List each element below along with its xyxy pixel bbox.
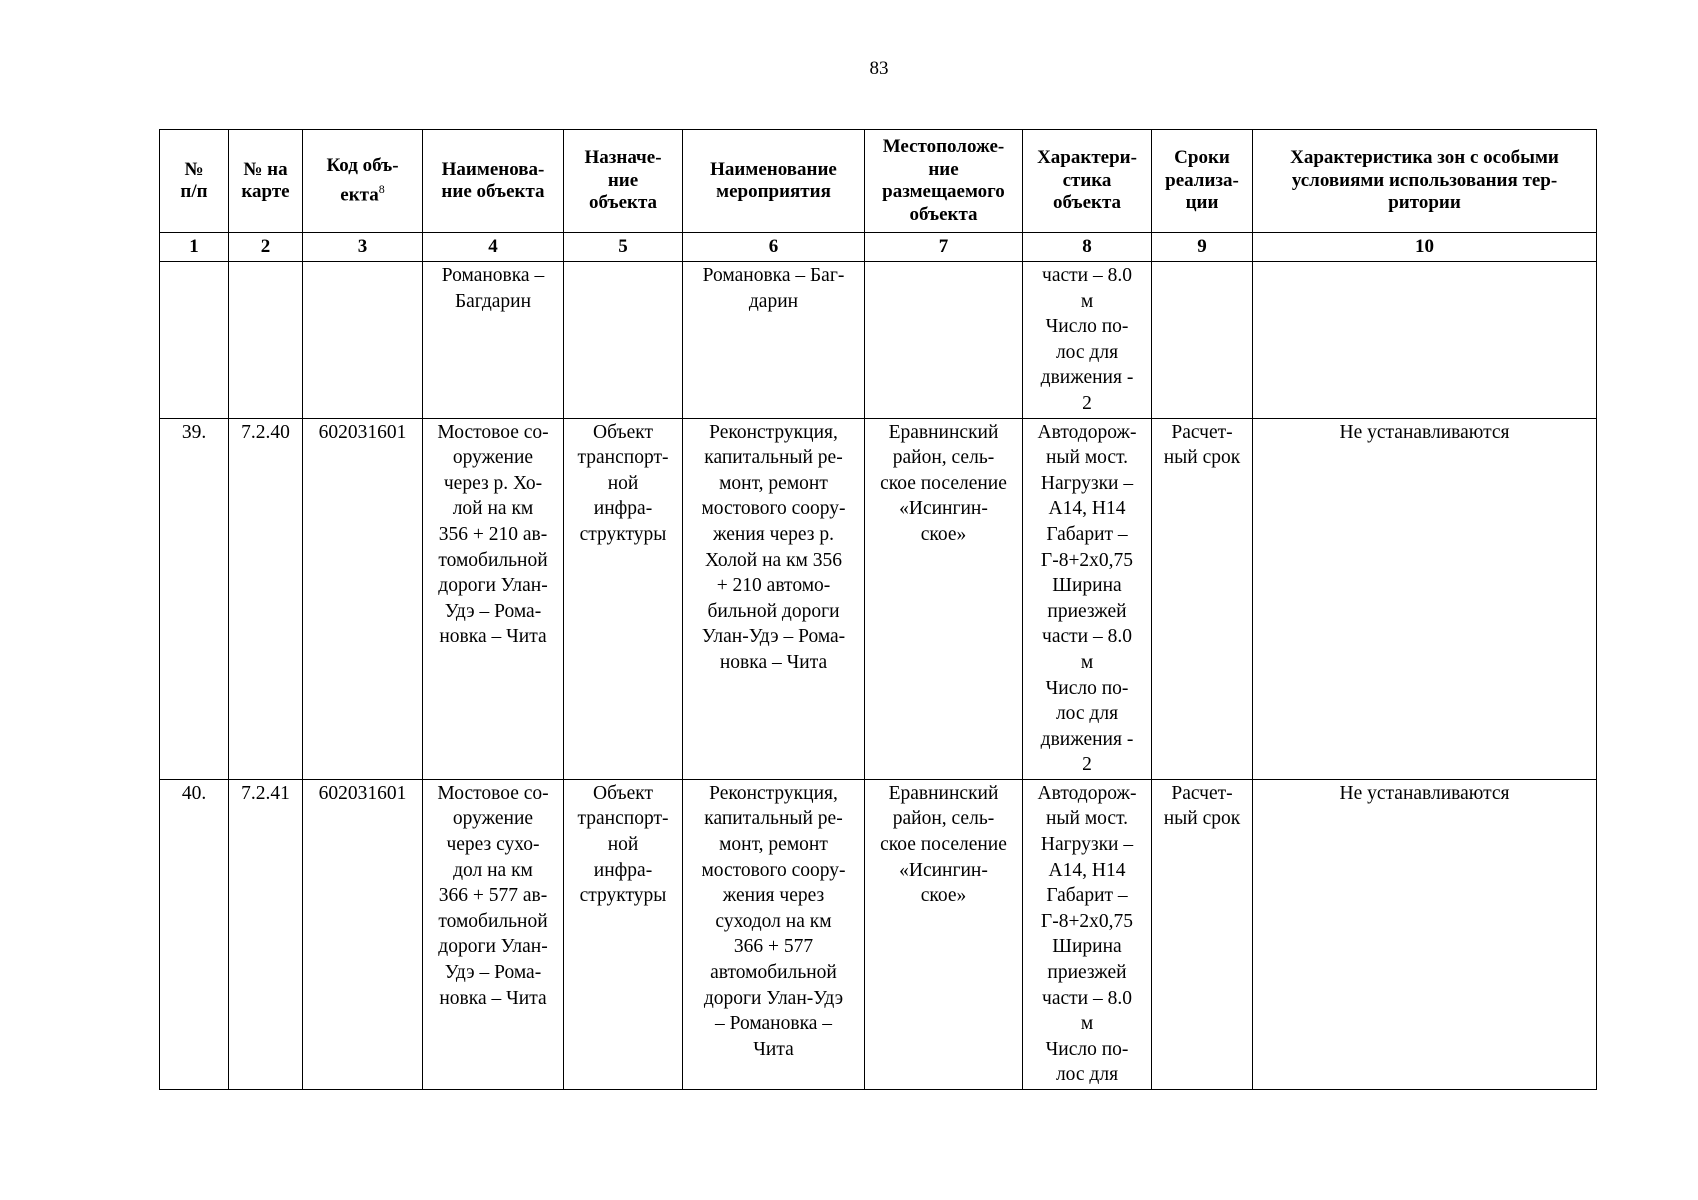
column-number-row [160,233,1597,262]
column-number: 3 [303,233,423,262]
page-number: 83 [869,58,889,79]
header-cell-zones: Характеристика зон с особыми условиями использования тер- ритории [1253,130,1597,233]
cell-zones [1253,262,1597,419]
column-number: 5 [564,233,683,262]
header-code-text: Код объ- екта [326,155,399,206]
cell-name: Мостовое со- оружение через р. Хо- лой на км 356 + 210 ав- томобильной дороги Улан- Удэ – Рома- новка – Чита [423,418,564,779]
column-number: 7 [865,233,1023,262]
column-number: 6 [683,233,865,262]
header-row [160,130,1597,233]
header-cell-measure: Наименование мероприятия [683,130,865,233]
cell-purpose: Объект транспорт- ной инфра- структуры [564,779,683,1089]
cell-zones: Не устанавливаются [1253,779,1597,1089]
cell-num: 39. [160,418,229,779]
cell-purpose: Объект транспорт- ной инфра- структуры [564,418,683,779]
cell-period [1152,262,1253,419]
header-cell-location: Местоположе- ние размещаемого объекта [865,130,1023,233]
header-cell-characteristic: Характери- стика объекта [1023,130,1152,233]
cell-map-no [229,262,303,419]
cell-name: Мостовое со- оружение через сухо- дол на км 366 + 577 ав- томобильной дороги Улан- Удэ – Рома- новка – Чита [423,779,564,1089]
cell-code: 602031601 [303,418,423,779]
column-number: 8 [1023,233,1152,262]
cell-location: Еравнинский район, сель- ское поселение «Исингин- ское» [865,779,1023,1089]
cell-measure: Романовка – Баг- дарин [683,262,865,419]
cell-zones: Не устанавливаются [1253,418,1597,779]
cell-code [303,262,423,419]
cell-location: Еравнинский район, сель- ское поселение «Исингин- ское» [865,418,1023,779]
cell-num: 40. [160,779,229,1089]
table-row [160,262,1597,419]
header-cell-name: Наименова- ние объекта [423,130,564,233]
objects-table [159,129,1597,1090]
header-code-footnote: 8 [378,181,385,196]
cell-period: Расчет- ный срок [1152,418,1253,779]
column-number: 9 [1152,233,1253,262]
cell-map-no: 7.2.40 [229,418,303,779]
column-number: 10 [1253,233,1597,262]
header-cell-num: № п/п [160,130,229,233]
column-number: 4 [423,233,564,262]
cell-code: 602031601 [303,779,423,1089]
column-number: 1 [160,233,229,262]
column-number: 2 [229,233,303,262]
cell-location [865,262,1023,419]
cell-characteristic: Автодорож- ный мост. Нагрузки – А14, Н14 Габарит – Г-8+2х0,75 Ширина приезжей части – 8.0 м Число по- лос для [1023,779,1152,1089]
header-cell-map-no: № на карте [229,130,303,233]
header-cell-period: Сроки реализа- ции [1152,130,1253,233]
table-row [160,418,1597,779]
cell-measure: Реконструкция, капитальный ре- монт, ремонт мостового соору- жения через р. Холой на км 356 + 210 автомо- бильной дороги Улан-Удэ – Рома- новка – Чита [683,418,865,779]
cell-map-no: 7.2.41 [229,779,303,1089]
header-cell-code [303,130,423,233]
cell-name: Романовка – Багдарин [423,262,564,419]
cell-purpose [564,262,683,419]
cell-characteristic: части – 8.0 м Число по- лос для движения - 2 [1023,262,1152,419]
cell-period: Расчет- ный срок [1152,779,1253,1089]
cell-measure: Реконструкция, капитальный ре- монт, ремонт мостового соору- жения через суходол на км 366 + 577 автомобильной дороги Улан-Удэ – Романовка – Чита [683,779,865,1089]
cell-num [160,262,229,419]
header-cell-purpose: Назначе- ние объекта [564,130,683,233]
table-row [160,779,1597,1089]
cell-characteristic: Автодорож- ный мост. Нагрузки – А14, Н14 Габарит – Г-8+2х0,75 Ширина приезжей части – 8.0 м Число по- лос для движения - 2 [1023,418,1152,779]
